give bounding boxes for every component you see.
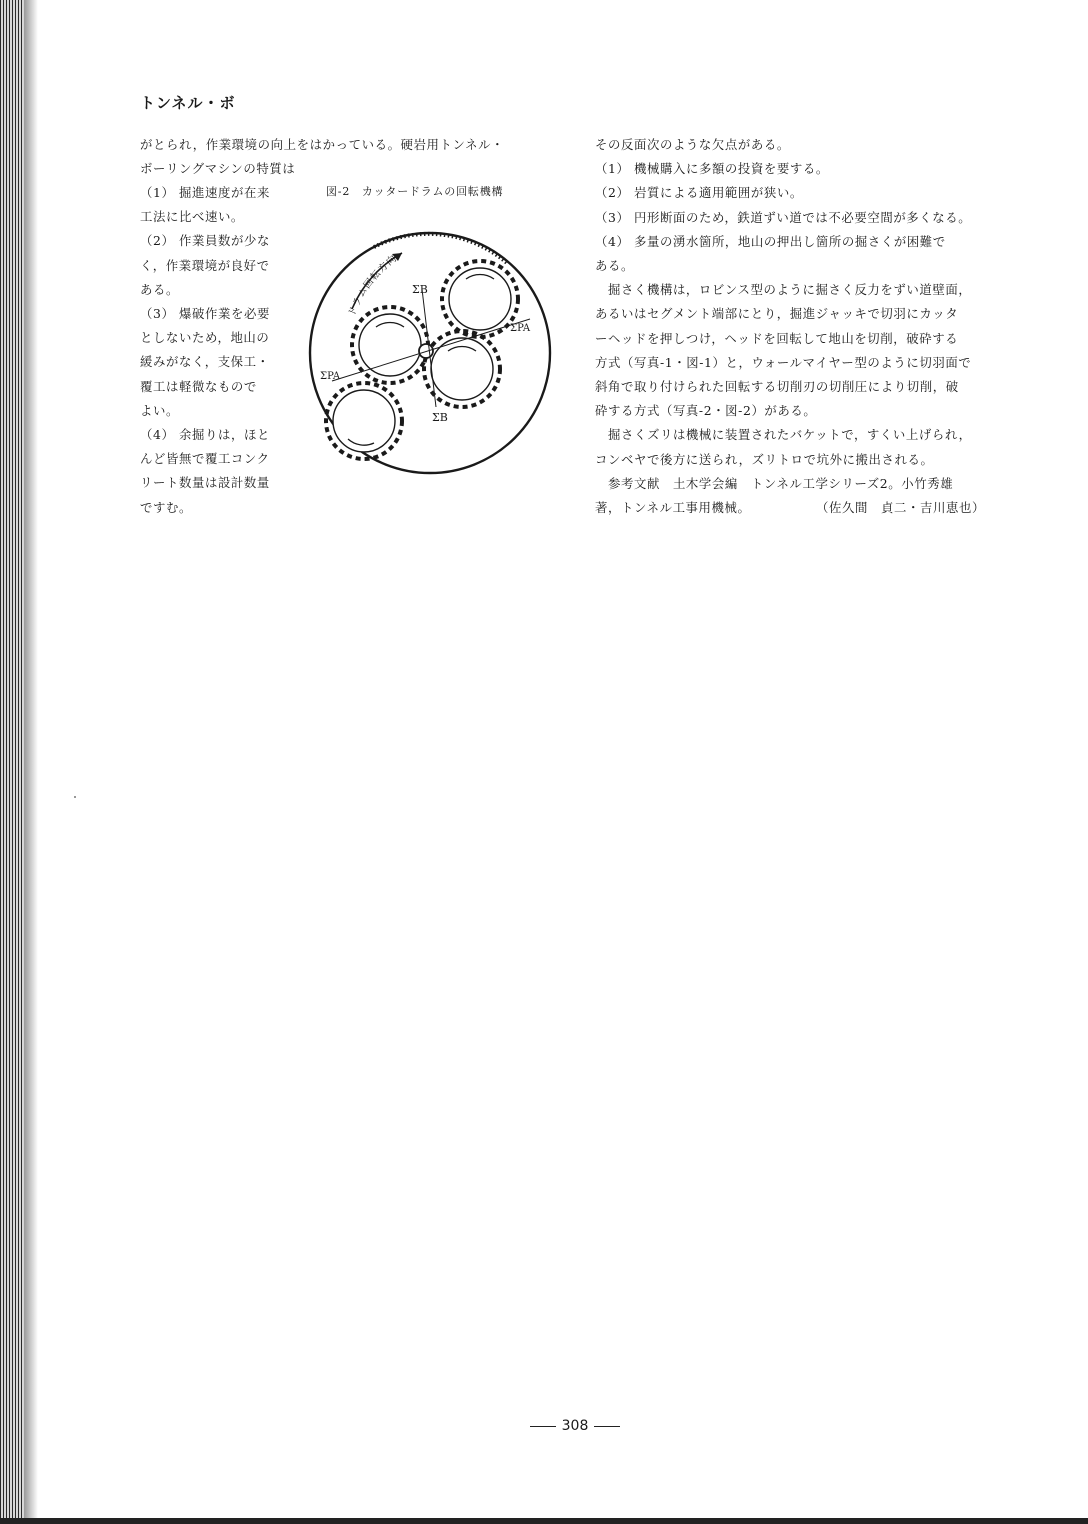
text-line: 工法に比べ速い。 xyxy=(140,209,244,225)
text-line: 著，トンネル工事用機械。 （佐久間 貞二・吉川恵也） xyxy=(595,500,985,516)
center-hub xyxy=(419,344,433,358)
text-line: 方式（写真-1・図-1）と，ウォールマイヤー型のように切羽面で xyxy=(595,354,972,370)
cutter-disc xyxy=(424,331,500,407)
figure-cutter-drum xyxy=(302,181,560,491)
text-line: ボーリングマシンの特質は xyxy=(140,161,296,177)
text-line: よい。 xyxy=(140,402,179,418)
text-line: （3） 爆破作業を必要 xyxy=(140,306,270,322)
text-line: がとられ，作業環境の向上をはかっている。硬岩用トンネル・ xyxy=(140,137,505,152)
cutter-disc xyxy=(326,383,402,459)
figure-caption: 図-2 カッタードラムの回転機構 xyxy=(326,185,504,198)
text-line: あるいはセグメント端部にとり，掘進ジャッキで切羽にカッタ xyxy=(595,306,959,322)
page-number xyxy=(520,1418,630,1434)
text-line: （4） 余掘りは，ほと xyxy=(140,427,270,443)
text-line: 砕する方式（写真-2・図-2）がある。 xyxy=(595,403,817,419)
text-line: 斜角で取り付けられた回転する切削刃の切削圧により切削，破 xyxy=(595,379,959,395)
text-line: ある。 xyxy=(140,281,179,297)
text-line: ですむ。 xyxy=(140,499,192,515)
page-number-dash xyxy=(530,1426,556,1427)
text-line: ーヘッドを押しつけ，ヘッドを回転して地山を切削，破砕する xyxy=(595,330,959,346)
cutter-drum-diagram xyxy=(302,181,560,491)
text-line: く，作業環境が良好で xyxy=(140,257,270,273)
sum-b-label-bottom: ΣB xyxy=(432,411,448,424)
text-line: 掘さくズリは機械に装置されたバケットで，すくい上げられ， xyxy=(595,427,972,443)
sum-pa-label-right: ΣPA xyxy=(510,323,531,334)
text-line: （1） 機械購入に多額の投資を要する。 xyxy=(595,161,829,177)
text-line: （1） 掘進速度が在来 xyxy=(140,185,270,200)
page-number-value: 308 xyxy=(561,1418,589,1434)
scan-speck xyxy=(74,796,76,798)
text-line: （2） 岩質による適用範囲が狭い。 xyxy=(595,185,803,201)
text-line: リート数量は設計数量 xyxy=(140,475,270,491)
intro-paragraph xyxy=(140,133,560,181)
binding-shadow xyxy=(24,0,38,1524)
book-binding-edge xyxy=(0,0,24,1524)
text-line: 掘さく機構は，ロビンス型のように掘さく反力をずい道壁面， xyxy=(595,282,972,298)
left-column-features xyxy=(140,181,290,520)
rotation-direction-label: ドラム回転方向 xyxy=(346,252,400,319)
text-line: （2） 作業員数が少な xyxy=(140,233,270,249)
text-line: コンベヤで後方に送られ，ズリトロで坑外に搬出される。 xyxy=(595,451,934,467)
cutter-disc xyxy=(442,261,518,337)
text-line: （4） 多量の湧水箇所，地山の押出し箇所の掘さくが困難で xyxy=(595,233,946,249)
text-line: としないため，地山の xyxy=(140,330,270,346)
text-line: んど皆無で覆工コンク xyxy=(140,451,270,467)
page-number-dash xyxy=(594,1426,620,1427)
right-column-text xyxy=(595,133,1035,520)
text-line: 覆工は軽微なもので xyxy=(140,378,257,394)
running-head: トンネル・ボ xyxy=(140,94,236,112)
page-bottom-edge xyxy=(0,1518,1088,1524)
text-line: 参考文献 土木学会編 トンネル工学シリーズ2。小竹秀雄 xyxy=(595,475,954,491)
sum-pa-label-left: ΣPA xyxy=(320,371,341,382)
text-line: （3） 円形断面のため，鉄道ずい道では不必要空間が多くなる。 xyxy=(595,209,972,225)
text-line: ある。 xyxy=(595,258,634,274)
text-line: 緩みがなく，支保工・ xyxy=(140,354,270,370)
text-line: その反面次のような欠点がある。 xyxy=(595,137,790,152)
sum-b-label-top: ΣB xyxy=(412,283,428,296)
